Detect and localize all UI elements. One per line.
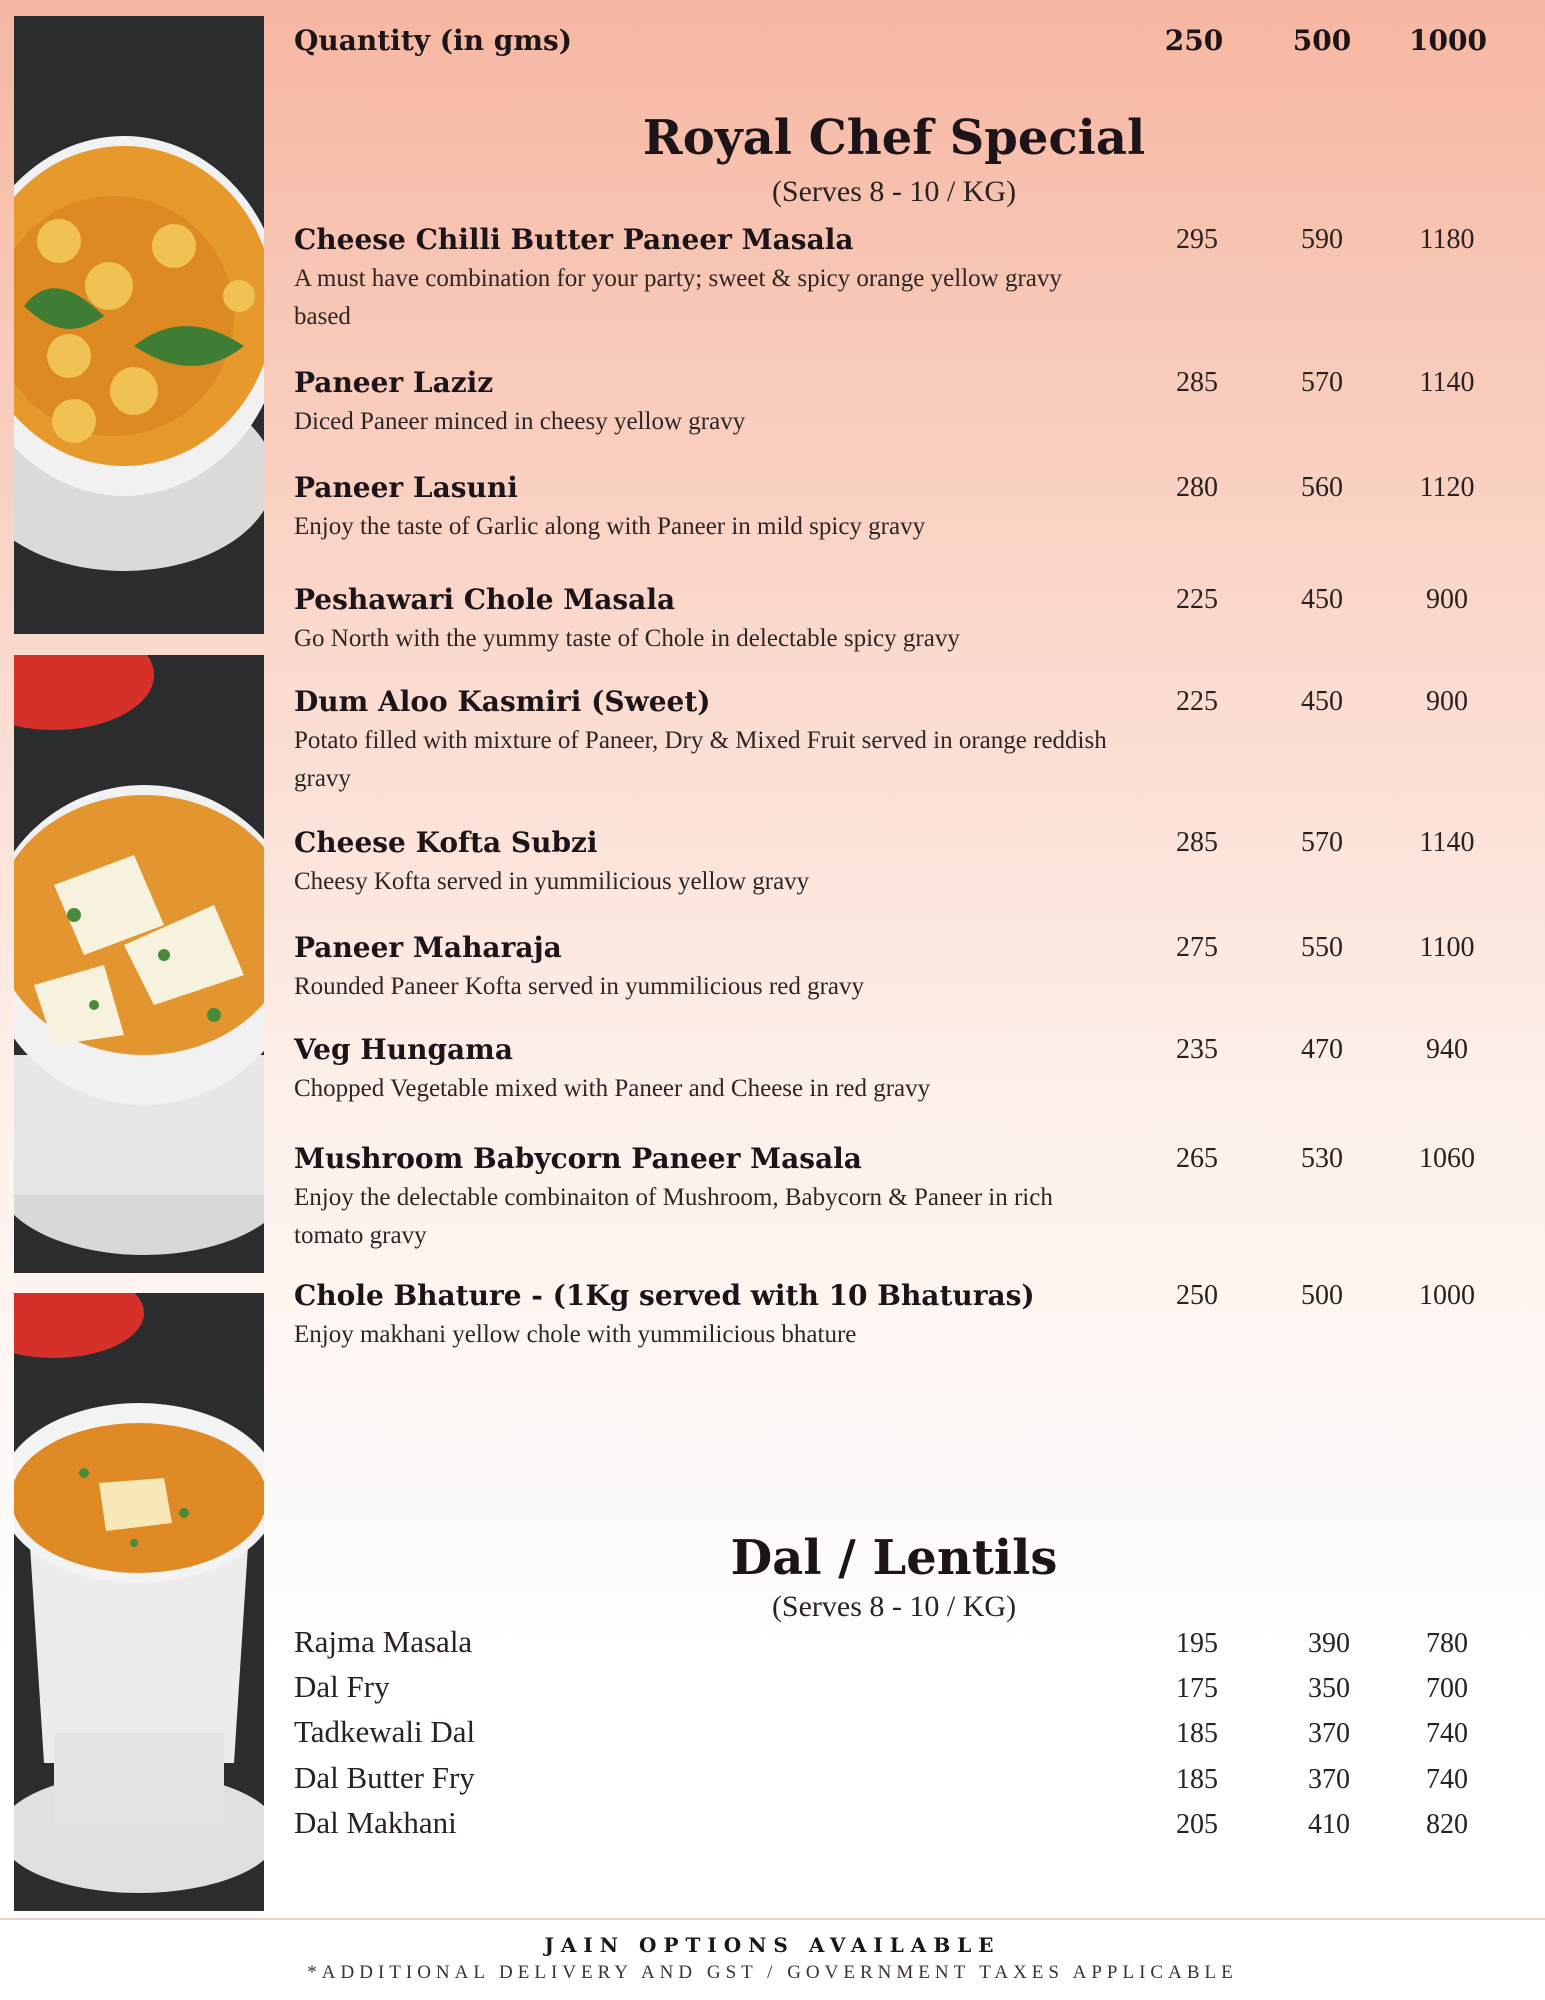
item-name: Chole Bhature - (1Kg served with 10 Bhaturas) [294,1279,1035,1312]
quantity-250: 250 [1164,24,1224,57]
item-name: Peshawari Chole Masala [294,583,676,616]
price-1000: 740 [1426,1764,1468,1795]
price-1000: 1000 [1419,1280,1475,1311]
item-name: Paneer Laziz [294,366,494,399]
dal-row [294,1805,1534,1849]
price-1000: 740 [1426,1718,1468,1749]
dal-name: Rajma Masala [294,1624,473,1659]
price-500: 590 [1301,224,1343,255]
price-500: 500 [1301,1280,1343,1311]
item-description: Potato filled with mixture of Paneer, Dry & Mixed Fruit served in orange reddish gravy [294,727,1107,792]
item-description: Cheesy Kofta served in yummilicious yellow gravy [294,868,810,895]
price-250: 225 [1176,686,1218,717]
price-250: 275 [1176,932,1218,963]
dal-name: Dal Makhani [294,1805,457,1840]
price-1000: 1060 [1419,1143,1475,1174]
jain-options-note: JAIN OPTIONS AVAILABLE [544,1933,1001,1957]
price-500: 470 [1301,1034,1343,1065]
chole-bowl-photo [14,16,264,634]
menu-item [294,363,1534,441]
price-500: 370 [1308,1718,1350,1749]
price-1000: 1140 [1419,367,1475,398]
price-250: 175 [1176,1673,1218,1704]
price-500: 350 [1308,1673,1350,1704]
item-description: Diced Paneer minced in cheesy yellow gravy [294,408,746,435]
dal-row [294,1624,1534,1668]
quantity-1000: 1000 [1409,24,1487,57]
price-500: 370 [1308,1764,1350,1795]
item-name: Dum Aloo Kasmiri (Sweet) [294,685,711,718]
item-name: Mushroom Babycorn Paneer Masala [294,1142,862,1175]
price-500: 530 [1301,1143,1343,1174]
item-name: Cheese Kofta Subzi [294,826,598,859]
price-250: 185 [1176,1718,1218,1749]
price-1000: 1180 [1419,224,1475,255]
dal-row [294,1714,1534,1758]
price-1000: 820 [1426,1809,1468,1840]
menu-item [294,580,1534,658]
price-500: 570 [1301,367,1343,398]
price-1000: 1140 [1419,827,1475,858]
item-description: Enjoy the taste of Garlic along with Paneer in mild spicy gravy [294,513,926,540]
dal-section-subtitle: (Serves 8 - 10 / KG) [771,1590,1017,1623]
price-250: 250 [1176,1280,1218,1311]
menu-item [294,468,1534,546]
price-250: 295 [1176,224,1218,255]
price-500: 550 [1301,932,1343,963]
menu-item [294,1139,1534,1255]
price-500: 450 [1301,584,1343,615]
price-1000: 900 [1426,584,1468,615]
dal-row [294,1760,1534,1804]
price-250: 225 [1176,584,1218,615]
price-500: 410 [1308,1809,1350,1840]
price-1000: 700 [1426,1673,1468,1704]
dal-cup-photo [14,1293,264,1911]
price-500: 560 [1301,472,1343,503]
menu-item [294,682,1534,798]
item-description: A must have combination for your party; sweet & spicy orange yellow gravy based [294,265,1062,330]
price-250: 185 [1176,1764,1218,1795]
menu-item [294,1276,1534,1354]
price-250: 280 [1176,472,1218,503]
item-description: Go North with the yummy taste of Chole in delectable spicy gravy [294,625,960,652]
quantity-500: 500 [1292,24,1352,57]
menu-item [294,1030,1534,1108]
price-250: 285 [1176,827,1218,858]
footer-divider [0,1918,1545,1920]
item-name: Cheese Chilli Butter Paneer Masala [294,223,854,256]
item-name: Paneer Maharaja [294,931,562,964]
price-250: 195 [1176,1628,1218,1659]
price-250: 235 [1176,1034,1218,1065]
price-1000: 940 [1426,1034,1468,1065]
tax-note: *ADDITIONAL DELIVERY AND GST / GOVERNMENT TAXES APPLICABLE [307,1962,1238,1983]
menu-item [294,928,1534,1006]
menu-item [294,220,1534,336]
price-500: 450 [1301,686,1343,717]
price-1000: 780 [1426,1628,1468,1659]
price-250: 285 [1176,367,1218,398]
price-500: 390 [1308,1628,1350,1659]
item-description: Enjoy makhani yellow chole with yummilicious bhature [294,1321,857,1348]
quantity-label: Quantity (in gms) [294,24,572,57]
item-description: Rounded Paneer Kofta served in yummilicious red gravy [294,973,864,1000]
royal-section-title: Royal Chef Special [642,110,1146,166]
item-description: Enjoy the delectable combinaiton of Mushroom, Babycorn & Paneer in rich tomato gravy [294,1184,1053,1249]
paneer-bowl-photo [14,655,264,1273]
price-1000: 1100 [1419,932,1475,963]
price-1000: 1120 [1419,472,1475,503]
menu-item [294,823,1534,901]
dal-section-title: Dal / Lentils [730,1530,1058,1586]
dal-row [294,1669,1534,1713]
item-name: Veg Hungama [294,1033,513,1066]
price-250: 265 [1176,1143,1218,1174]
item-name: Paneer Lasuni [294,471,518,504]
price-250: 205 [1176,1809,1218,1840]
item-description: Chopped Vegetable mixed with Paneer and Cheese in red gravy [294,1075,931,1102]
price-1000: 900 [1426,686,1468,717]
dal-name: Dal Butter Fry [294,1760,475,1795]
dal-name: Tadkewali Dal [294,1714,476,1749]
royal-section-subtitle: (Serves 8 - 10 / KG) [771,175,1017,208]
price-500: 570 [1301,827,1343,858]
dal-name: Dal Fry [294,1669,390,1704]
